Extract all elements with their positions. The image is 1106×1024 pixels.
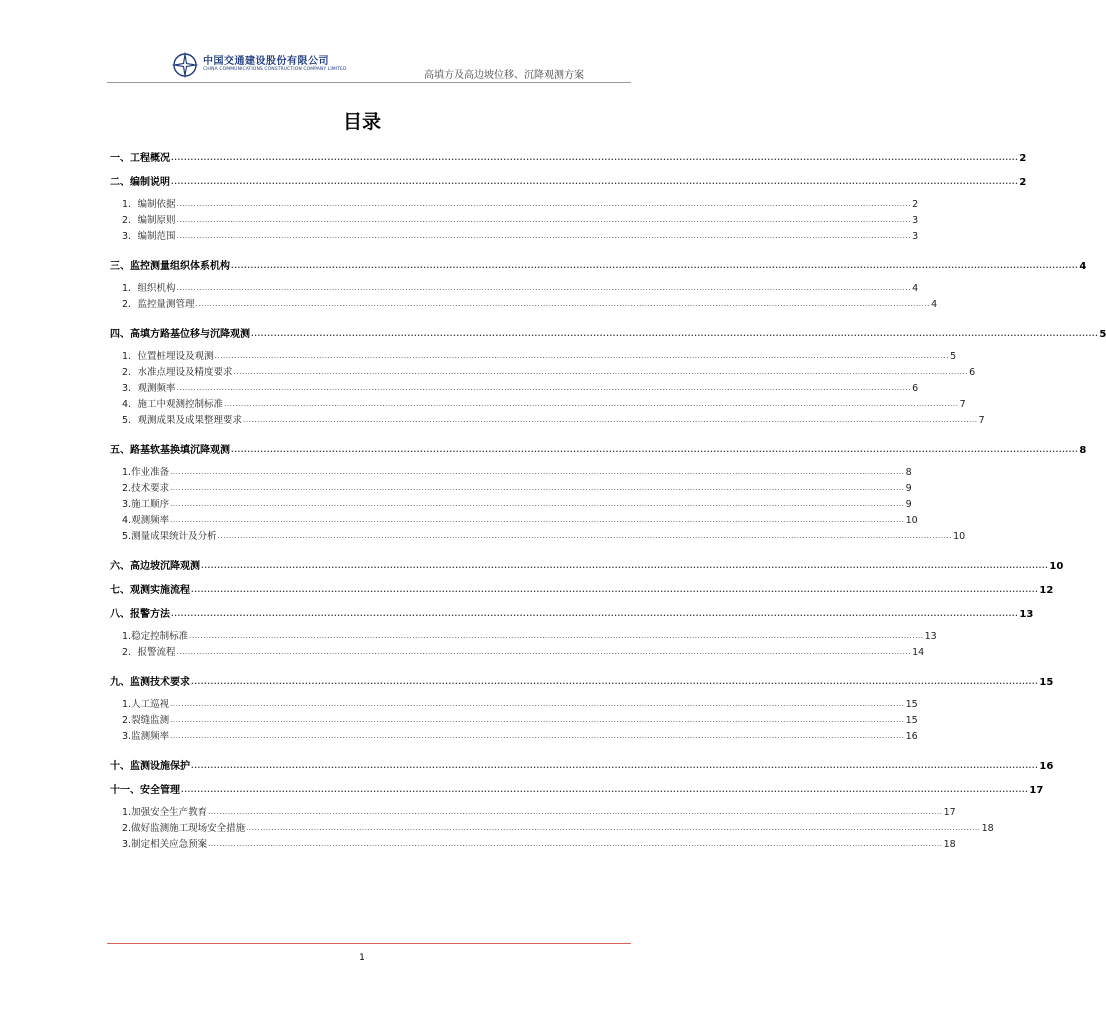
toc-subsection-entry[interactable] <box>110 834 956 850</box>
toc-leader-dots: .................................................................................................................................................................................................................................................................... <box>170 500 905 508</box>
toc-subsection-entry[interactable] <box>110 294 938 310</box>
toc-entry-label: 六、高边坡沉降观测 <box>110 561 200 572</box>
toc-subsection-entry[interactable] <box>110 818 994 834</box>
table-of-contents <box>110 142 1106 850</box>
toc-entry-page: 2 <box>1019 153 1027 164</box>
toc-entry-label: 三、监控测量组织体系机构 <box>110 261 230 272</box>
toc-entry-page: 13 <box>1019 609 1034 620</box>
toc-entry-page: 16 <box>905 731 918 742</box>
toc-entry-page: 5 <box>1099 329 1106 340</box>
toc-leader-dots: .................................................................................................................................................................................................................................................................... <box>191 586 1039 594</box>
toc-entry-label: 十、监测设施保护 <box>110 761 190 772</box>
toc-entry-label: 十一、安全管理 <box>110 785 180 796</box>
toc-subsection-entry[interactable] <box>110 346 957 362</box>
toc-subsection-entry[interactable] <box>110 710 918 726</box>
toc-section-entry[interactable] <box>110 754 1054 772</box>
toc-entry-label: 4.观测频率 <box>122 515 170 526</box>
toc-entry-label: 四、高填方路基位移与沉降观测 <box>110 329 250 340</box>
toc-subsection-entry[interactable] <box>110 394 966 410</box>
toc-entry-page: 17 <box>943 807 956 818</box>
document-title: 高填方及高边坡位移、沉降观测方案 <box>424 70 584 81</box>
toc-section-entry[interactable] <box>110 602 1034 620</box>
toc-entry-page: 15 <box>905 715 918 726</box>
page-number: 1 <box>359 953 365 963</box>
toc-leader-dots: .................................................................................................................................................................................................................................................................... <box>191 762 1039 770</box>
toc-entry-page: 4 <box>931 299 938 310</box>
toc-leader-dots: .................................................................................................................................................................................................................................................................... <box>201 562 1049 570</box>
toc-leader-dots: .................................................................................................................................................................................................................................................................... <box>246 824 981 832</box>
toc-leader-dots: .................................................................................................................................................................................................................................................................... <box>170 700 905 708</box>
toc-entry-page: 2 <box>912 199 919 210</box>
toc-entry-page: 8 <box>1079 445 1087 456</box>
toc-entry-label: 2.做好监测施工现场安全措施 <box>122 823 246 834</box>
toc-entry-page: 7 <box>959 399 966 410</box>
toc-entry-page: 6 <box>912 383 919 394</box>
toc-entry-page: 4 <box>1079 261 1087 272</box>
toc-leader-dots: .................................................................................................................................................................................................................................................................... <box>217 532 953 540</box>
toc-entry-label: 2．监控量测管理 <box>122 299 195 310</box>
toc-subsection-entry[interactable] <box>110 494 912 510</box>
toc-leader-dots: .................................................................................................................................................................................................................................................................... <box>224 400 959 408</box>
toc-leader-dots: .................................................................................................................................................................................................................................................................... <box>191 678 1039 686</box>
toc-leader-dots: .................................................................................................................................................................................................................................................................... <box>176 200 912 208</box>
toc-entry-page: 5 <box>950 351 957 362</box>
toc-leader-dots: .................................................................................................................................................................................................................................................................... <box>214 352 950 360</box>
toc-entry-label: 3．观测频率 <box>122 383 176 394</box>
toc-subsection-entry[interactable] <box>110 362 976 378</box>
toc-entry-page: 4 <box>912 283 919 294</box>
toc-entry-label: 5.测量成果统计及分析 <box>122 531 217 542</box>
toc-entry-page: 9 <box>905 483 912 494</box>
toc-section-entry[interactable] <box>110 170 1027 188</box>
toc-section-entry[interactable] <box>110 670 1054 688</box>
toc-leader-dots: .................................................................................................................................................................................................................................................................... <box>176 648 912 656</box>
toc-leader-dots: .................................................................................................................................................................................................................................................................... <box>170 732 905 740</box>
toc-subsection-entry[interactable] <box>110 410 985 426</box>
toc-entry-label: 2.技术要求 <box>122 483 170 494</box>
toc-leader-dots: .................................................................................................................................................................................................................................................................... <box>170 468 905 476</box>
toc-entry-label: 1.人工巡视 <box>122 699 170 710</box>
toc-entry-page: 2 <box>1019 177 1027 188</box>
toc-leader-dots: .................................................................................................................................................................................................................................................................... <box>233 368 969 376</box>
toc-leader-dots: .................................................................................................................................................................................................................................................................... <box>189 632 924 640</box>
toc-entry-page: 15 <box>1039 677 1054 688</box>
toc-leader-dots: .................................................................................................................................................................................................................................................................... <box>176 284 912 292</box>
toc-entry-page: 15 <box>905 699 918 710</box>
toc-entry-page: 18 <box>943 839 956 850</box>
toc-subsection-entry[interactable] <box>110 642 925 658</box>
toc-leader-dots: .................................................................................................................................................................................................................................................................... <box>243 416 978 424</box>
toc-entry-label: 2．编制原则 <box>122 215 176 226</box>
toc-entry-label: 2．报警流程 <box>122 647 176 658</box>
toc-entry-label: 七、观测实施流程 <box>110 585 190 596</box>
toc-entry-page: 3 <box>912 231 919 242</box>
toc-entry-label: 1．组织机构 <box>122 283 176 294</box>
toc-leader-dots: .................................................................................................................................................................................................................................................................... <box>251 330 1099 338</box>
toc-entry-label: 4．施工中观测控制标准 <box>122 399 224 410</box>
toc-entry-label: 1.加强安全生产教育 <box>122 807 208 818</box>
company-name-en: CHINA COMMUNICATIONS CONSTRUCTION COMPANY LIMITED <box>203 67 347 72</box>
toc-leader-dots: .................................................................................................................................................................................................................................................................... <box>208 808 943 816</box>
toc-leader-dots: .................................................................................................................................................................................................................................................................... <box>170 484 905 492</box>
toc-entry-label: 1.作业准备 <box>122 467 170 478</box>
toc-subsection-entry[interactable] <box>110 478 912 494</box>
toc-entry-page: 10 <box>905 515 918 526</box>
compass-star-icon <box>170 50 200 80</box>
toc-entry-page: 16 <box>1039 761 1054 772</box>
toc-subsection-entry[interactable] <box>110 210 919 226</box>
toc-subsection-entry[interactable] <box>110 526 966 542</box>
toc-entry-page: 9 <box>905 499 912 510</box>
toc-heading: 目录 <box>342 111 381 133</box>
toc-entry-label: 1.稳定控制标准 <box>122 631 189 642</box>
toc-entry-page: 18 <box>981 823 994 834</box>
toc-leader-dots: .................................................................................................................................................................................................................................................................... <box>170 716 905 724</box>
toc-entry-label: 八、报警方法 <box>110 609 170 620</box>
toc-subsection-entry[interactable] <box>110 378 919 394</box>
toc-leader-dots: .................................................................................................................................................................................................................................................................... <box>176 384 912 392</box>
toc-subsection-entry[interactable] <box>110 510 918 526</box>
header-divider <box>107 82 631 83</box>
toc-section-entry[interactable] <box>110 438 1087 456</box>
toc-entry-page: 13 <box>924 631 937 642</box>
toc-leader-dots: .................................................................................................................................................................................................................................................................... <box>231 262 1079 270</box>
toc-leader-dots: .................................................................................................................................................................................................................................................................... <box>171 154 1019 162</box>
toc-subsection-entry[interactable] <box>110 278 919 294</box>
toc-section-entry[interactable] <box>110 578 1054 596</box>
toc-entry-page: 6 <box>969 367 976 378</box>
toc-subsection-entry[interactable] <box>110 462 912 478</box>
toc-entry-page: 12 <box>1039 585 1054 596</box>
toc-section-entry[interactable] <box>110 146 1027 164</box>
toc-entry-label: 3.制定相关应急预案 <box>122 839 208 850</box>
toc-section-entry[interactable] <box>110 254 1087 272</box>
toc-subsection-entry[interactable] <box>110 194 919 210</box>
toc-section-entry[interactable] <box>110 322 1106 340</box>
toc-leader-dots: .................................................................................................................................................................................................................................................................... <box>231 446 1079 454</box>
toc-section-entry[interactable] <box>110 778 1044 796</box>
toc-entry-page: 7 <box>978 415 985 426</box>
toc-leader-dots: .................................................................................................................................................................................................................................................................... <box>176 216 912 224</box>
toc-entry-label: 5．观测成果及成果整理要求 <box>122 415 243 426</box>
toc-entry-page: 3 <box>912 215 919 226</box>
footer-divider <box>107 943 631 944</box>
toc-entry-label: 二、编制说明 <box>110 177 170 188</box>
toc-entry-label: 3.施工顺序 <box>122 499 170 510</box>
toc-entry-page: 10 <box>953 531 966 542</box>
page-header <box>0 0 724 90</box>
toc-entry-label: 一、工程概况 <box>110 153 170 164</box>
toc-entry-page: 8 <box>905 467 912 478</box>
toc-entry-label: 2．水准点埋设及精度要求 <box>122 367 233 378</box>
toc-leader-dots: .................................................................................................................................................................................................................................................................... <box>181 786 1029 794</box>
toc-entry-label: 1．编制依据 <box>122 199 176 210</box>
toc-subsection-entry[interactable] <box>110 802 956 818</box>
toc-entry-label: 3．编制范围 <box>122 231 176 242</box>
toc-leader-dots: .................................................................................................................................................................................................................................................................... <box>171 178 1019 186</box>
toc-entry-label: 九、监测技术要求 <box>110 677 190 688</box>
toc-leader-dots: .................................................................................................................................................................................................................................................................... <box>195 300 931 308</box>
toc-subsection-entry[interactable] <box>110 694 918 710</box>
toc-subsection-entry[interactable] <box>110 726 918 742</box>
toc-leader-dots: .................................................................................................................................................................................................................................................................... <box>170 516 905 524</box>
toc-entry-label: 2.裂缝监测 <box>122 715 170 726</box>
toc-entry-label: 1．位置桩埋设及观测 <box>122 351 214 362</box>
toc-entry-label: 五、路基软基换填沉降观测 <box>110 445 230 456</box>
toc-entry-label: 3.监测频率 <box>122 731 170 742</box>
toc-entry-page: 14 <box>912 647 925 658</box>
toc-leader-dots: .................................................................................................................................................................................................................................................................... <box>176 232 912 240</box>
toc-entry-page: 10 <box>1049 561 1064 572</box>
toc-entry-page: 17 <box>1029 785 1044 796</box>
toc-subsection-entry[interactable] <box>110 626 937 642</box>
toc-section-entry[interactable] <box>110 554 1064 572</box>
toc-leader-dots: .................................................................................................................................................................................................................................................................... <box>208 840 943 848</box>
toc-subsection-entry[interactable] <box>110 226 919 242</box>
company-name-cn: 中国交通建设股份有限公司 <box>203 56 329 67</box>
toc-leader-dots: .................................................................................................................................................................................................................................................................... <box>171 610 1019 618</box>
